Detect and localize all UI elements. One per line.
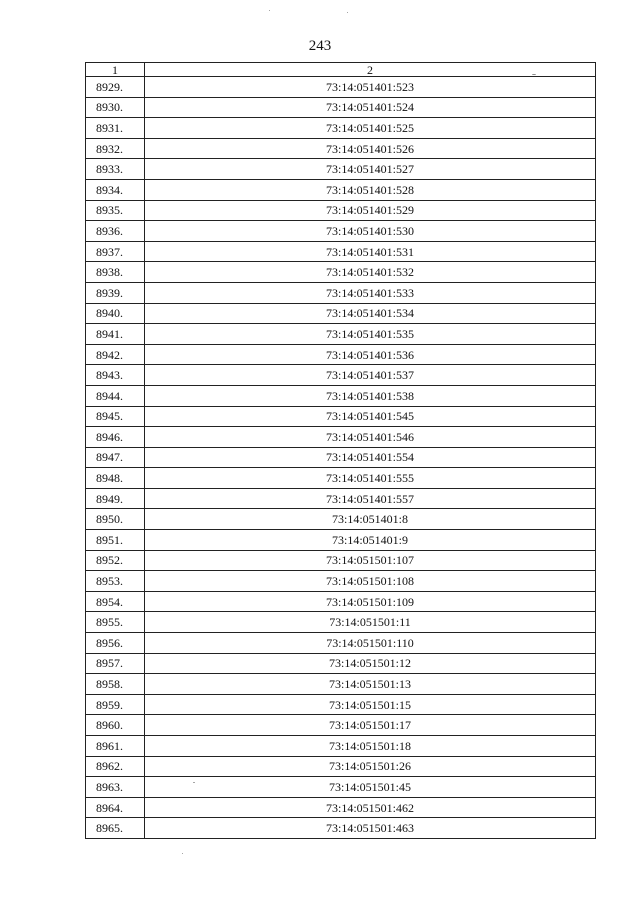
cadastral-number: 73:14:051501:18: [145, 736, 596, 757]
cadastral-number: 73:14:051401:545: [145, 406, 596, 427]
row-number: 8952.: [86, 550, 145, 571]
row-number: 8959.: [86, 694, 145, 715]
row-number: 8961.: [86, 736, 145, 757]
scan-speck: [269, 10, 270, 11]
cadastral-number: 73:14:051501:108: [145, 571, 596, 592]
table-row: [86, 447, 596, 468]
row-number: 8944.: [86, 385, 145, 406]
cadastral-number: 73:14:051401:554: [145, 447, 596, 468]
table-body: [86, 77, 596, 839]
row-number: 8954.: [86, 591, 145, 612]
cadastral-number: 73:14:051501:13: [145, 674, 596, 695]
row-number: 8930.: [86, 97, 145, 118]
scan-speck: [532, 74, 536, 75]
table-row: [86, 344, 596, 365]
cadastral-table: [85, 62, 596, 839]
cadastral-number: 73:14:051401:538: [145, 385, 596, 406]
table-row: [86, 468, 596, 489]
row-number: 8960.: [86, 715, 145, 736]
table-row: [86, 241, 596, 262]
cadastral-number: 73:14:051501:462: [145, 797, 596, 818]
cadastral-number: 73:14:051401:531: [145, 241, 596, 262]
table-row: [86, 303, 596, 324]
row-number: 8948.: [86, 468, 145, 489]
table-row: [86, 200, 596, 221]
table-header: [86, 63, 596, 77]
row-number: 8964.: [86, 797, 145, 818]
cadastral-number: 73:14:051501:12: [145, 653, 596, 674]
row-number: 8938.: [86, 262, 145, 283]
cadastral-number: 73:14:051401:537: [145, 365, 596, 386]
cadastral-number: 73:14:051401:526: [145, 138, 596, 159]
table-row: [86, 159, 596, 180]
row-number: 8934.: [86, 179, 145, 200]
row-number: 8931.: [86, 118, 145, 139]
table-row: [86, 385, 596, 406]
cadastral-number: 73:14:051501:107: [145, 550, 596, 571]
table-row: [86, 179, 596, 200]
table-row: [86, 612, 596, 633]
scan-speck: [182, 853, 183, 854]
row-number: 8946.: [86, 427, 145, 448]
scan-speck: [193, 782, 195, 783]
cadastral-number: 73:14:051401:9: [145, 530, 596, 551]
table-row: [86, 736, 596, 757]
table-row: [86, 756, 596, 777]
row-number: 8933.: [86, 159, 145, 180]
cadastral-number: 73:14:051401:524: [145, 97, 596, 118]
table-row: [86, 777, 596, 798]
page-number: 243: [308, 38, 332, 54]
cadastral-number: 73:14:051401:555: [145, 468, 596, 489]
row-number: 8956.: [86, 633, 145, 654]
table-row: [86, 324, 596, 345]
table-row: [86, 715, 596, 736]
cadastral-number: 73:14:051401:535: [145, 324, 596, 345]
cadastral-number: 73:14:051401:527: [145, 159, 596, 180]
row-number: 8937.: [86, 241, 145, 262]
row-number: 8950.: [86, 509, 145, 530]
cadastral-number: 73:14:051401:529: [145, 200, 596, 221]
cadastral-number: 73:14:051401:525: [145, 118, 596, 139]
table-row: [86, 818, 596, 839]
table-row: [86, 427, 596, 448]
cadastral-number: 73:14:051501:15: [145, 694, 596, 715]
row-number: 8949.: [86, 488, 145, 509]
table-row: [86, 282, 596, 303]
row-number: 8932.: [86, 138, 145, 159]
table-row: [86, 97, 596, 118]
table-row: [86, 365, 596, 386]
cadastral-number: 73:14:051401:523: [145, 77, 596, 98]
table-row: [86, 571, 596, 592]
table-row: [86, 138, 596, 159]
row-number: 8965.: [86, 818, 145, 839]
column-header-number: 1: [86, 63, 145, 77]
row-number: 8947.: [86, 447, 145, 468]
table-row: [86, 488, 596, 509]
table-row: [86, 530, 596, 551]
cadastral-number: 73:14:051501:110: [145, 633, 596, 654]
row-number: 8955.: [86, 612, 145, 633]
header-row: [86, 63, 596, 77]
cadastral-number: 73:14:051501:26: [145, 756, 596, 777]
row-number: 8935.: [86, 200, 145, 221]
cadastral-number: 73:14:051501:109: [145, 591, 596, 612]
cadastral-number: 73:14:051401:530: [145, 221, 596, 242]
table-row: [86, 550, 596, 571]
table-row: [86, 797, 596, 818]
table-row: [86, 118, 596, 139]
scan-speck: [347, 12, 348, 13]
cadastral-number: 73:14:051401:546: [145, 427, 596, 448]
row-number: 8936.: [86, 221, 145, 242]
table-row: [86, 674, 596, 695]
row-number: 8940.: [86, 303, 145, 324]
table-row: [86, 653, 596, 674]
table-row: [86, 406, 596, 427]
table-row: [86, 77, 596, 98]
row-number: 8941.: [86, 324, 145, 345]
row-number: 8962.: [86, 756, 145, 777]
row-number: 8943.: [86, 365, 145, 386]
table-row: [86, 633, 596, 654]
row-number: 8958.: [86, 674, 145, 695]
cadastral-number: 73:14:051401:557: [145, 488, 596, 509]
cadastral-number: 73:14:051401:534: [145, 303, 596, 324]
row-number: 8951.: [86, 530, 145, 551]
cadastral-number: 73:14:051401:532: [145, 262, 596, 283]
table-row: [86, 694, 596, 715]
cadastral-number: 73:14:051501:45: [145, 777, 596, 798]
row-number: 8939.: [86, 282, 145, 303]
table-row: [86, 591, 596, 612]
table-row: [86, 509, 596, 530]
cadastral-number: 73:14:051401:528: [145, 179, 596, 200]
column-header-code: 2: [145, 63, 596, 77]
cadastral-number: 73:14:051401:536: [145, 344, 596, 365]
row-number: 8957.: [86, 653, 145, 674]
row-number: 8929.: [86, 77, 145, 98]
table-row: [86, 262, 596, 283]
row-number: 8953.: [86, 571, 145, 592]
cadastral-number: 73:14:051501:463: [145, 818, 596, 839]
row-number: 8963.: [86, 777, 145, 798]
cadastral-number: 73:14:051501:17: [145, 715, 596, 736]
cadastral-number: 73:14:051401:533: [145, 282, 596, 303]
cadastral-number: 73:14:051401:8: [145, 509, 596, 530]
row-number: 8945.: [86, 406, 145, 427]
row-number: 8942.: [86, 344, 145, 365]
cadastral-number: 73:14:051501:11: [145, 612, 596, 633]
table-row: [86, 221, 596, 242]
